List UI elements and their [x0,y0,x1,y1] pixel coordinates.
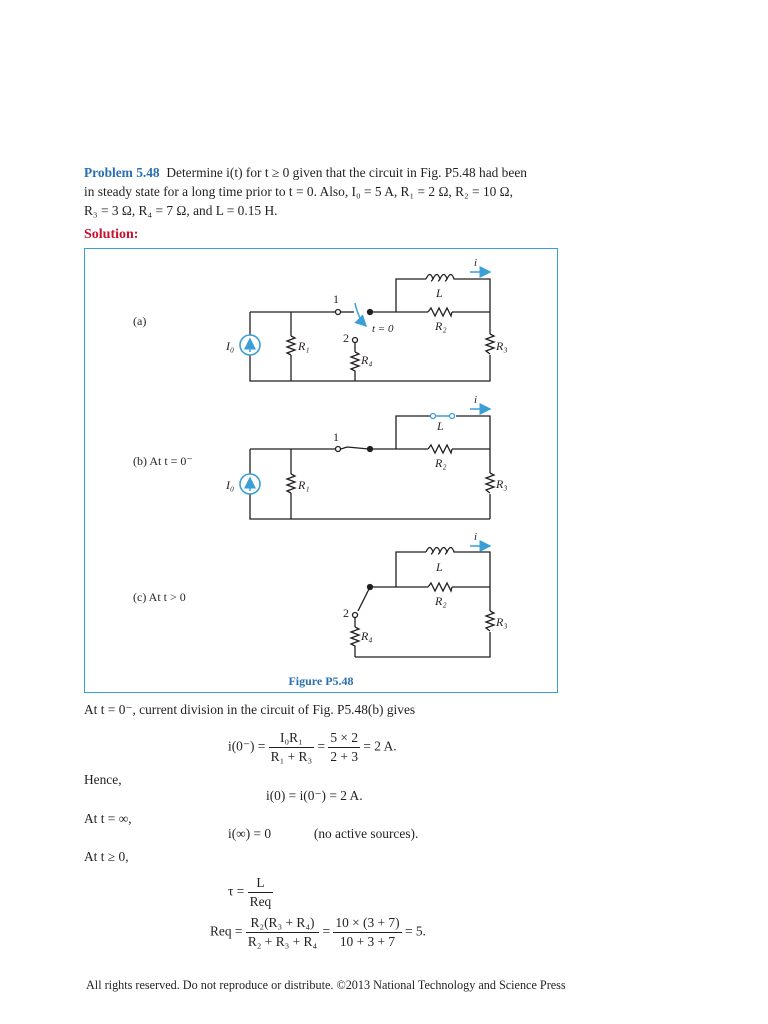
label-r2-b: R₂ [435,456,447,470]
eq3-main: i(∞) = 0 [228,826,272,841]
label-r2-a: R₂ [435,319,447,333]
tau-num: L [248,875,274,893]
label-r2-c: R₂ [435,594,447,608]
hence-text: Hence, [84,772,122,787]
solution-label: Solution: [84,227,139,242]
label-i0-b: I₀ [226,478,235,492]
label-r3-a: R₃ [496,339,508,353]
equation-i0minus: i(0⁻) = $\frac{\text{I₀R₁}}{\text{R₁ + R₃}}$ = $\frac{5 \times 2}{2 + 3}$ = 2 A. [228,730,397,764]
problem-line-2: in steady state for a long time prior to t = 0. Also, I₀ = 5 A, R₁ = 2 Ω, R₂ = 10 Ω, [84,184,513,199]
req-num1: R₂(R₃ + R₄) [246,915,319,933]
paragraph-current-division: At t = 0⁻, current division in the circuit of Fig. P5.48(b) gives [84,702,416,717]
label-t0: t = 0 [372,323,394,335]
figure-caption: Figure P5.48 [288,674,354,688]
eq1-num2: 5 × 2 [328,730,360,748]
label-r1-a: R₁ [298,339,310,353]
label-i-c: i [474,531,478,543]
tau-lhs: τ = [228,883,245,899]
req-den1: R₂ + R₃ + R₄ [247,934,318,949]
problem-line-3: R₃ = 3 Ω, R₄ = 7 Ω, and L = 0.15 H. [84,203,278,218]
label-node2-a: 2 [343,331,349,345]
copyright-footer: All rights reserved. Do not reproduce or distribute. ©2013 National Technology and Science Press [86,978,566,992]
tau-den: Req [249,894,272,909]
label-node2-c: 2 [343,606,349,620]
panel-b-label: (b) At t = 0⁻ [133,454,193,468]
panel-c-label: (c) At t > 0 [133,590,186,604]
label-i-b: i [474,394,478,406]
panel-a-label: (a) [133,314,147,328]
req-den2: 10 + 3 + 7 [339,934,396,949]
eq1-den2: 2 + 3 [330,749,359,764]
label-l-c: L [436,560,443,574]
label-i-a: i [474,257,478,269]
req-fraction-1 [246,915,319,950]
paragraph-t-infinity: At t = ∞, [84,811,132,826]
eq1-lhs: i(0⁻) = [228,738,266,754]
equation-req: Req = $\frac{\text{R₂(R₃ + R₄)}}{\text{R₂ + R₃ + R₄}}$ = $\frac{10 \times (3 + 7)}{10 + 3 + 7}$ = 5. [210,915,426,949]
label-i0-a: I₀ [226,339,235,353]
req-num2: 10 × (3 + 7) [333,915,401,933]
eq3-note: (no active sources). [313,826,419,841]
label-l-b: L [437,419,444,433]
label-node1-b: 1 [333,430,339,444]
equation-tau [228,875,273,910]
tau-fraction [248,875,274,910]
label-r4-a: R₄ [361,353,373,367]
paragraph-t-ge-0: At t ≥ 0, [84,849,129,864]
problem-line-1: Determine i(t) for t ≥ 0 given that the circuit in Fig. P5.48 had been [166,165,527,180]
problem-label: Problem 5.48 [84,165,160,180]
label-r4-c: R₄ [361,629,373,643]
eq1-fraction-2 [328,730,360,765]
label-r1-b: R₁ [298,478,310,492]
req-lhs: Req = [210,923,243,939]
req-rhs: = 5. [404,923,426,939]
eq1-den1: R₁ + R₃ [270,749,313,764]
equation-iinf [228,826,418,842]
eq1-rhs: = 2 A. [363,738,397,754]
label-r3-b: R₃ [496,477,508,491]
req-fraction-2 [333,915,401,950]
equation-i0: i(0) = i(0⁻) = 2 A. [266,788,363,803]
eq1-num1: I₀R₁ [269,730,314,748]
eq1-fraction-1 [269,730,314,765]
label-l-a: L [436,286,443,300]
label-r3-c: R₃ [496,615,508,629]
label-node1-a: 1 [333,292,339,306]
circuit-b [240,409,494,519]
